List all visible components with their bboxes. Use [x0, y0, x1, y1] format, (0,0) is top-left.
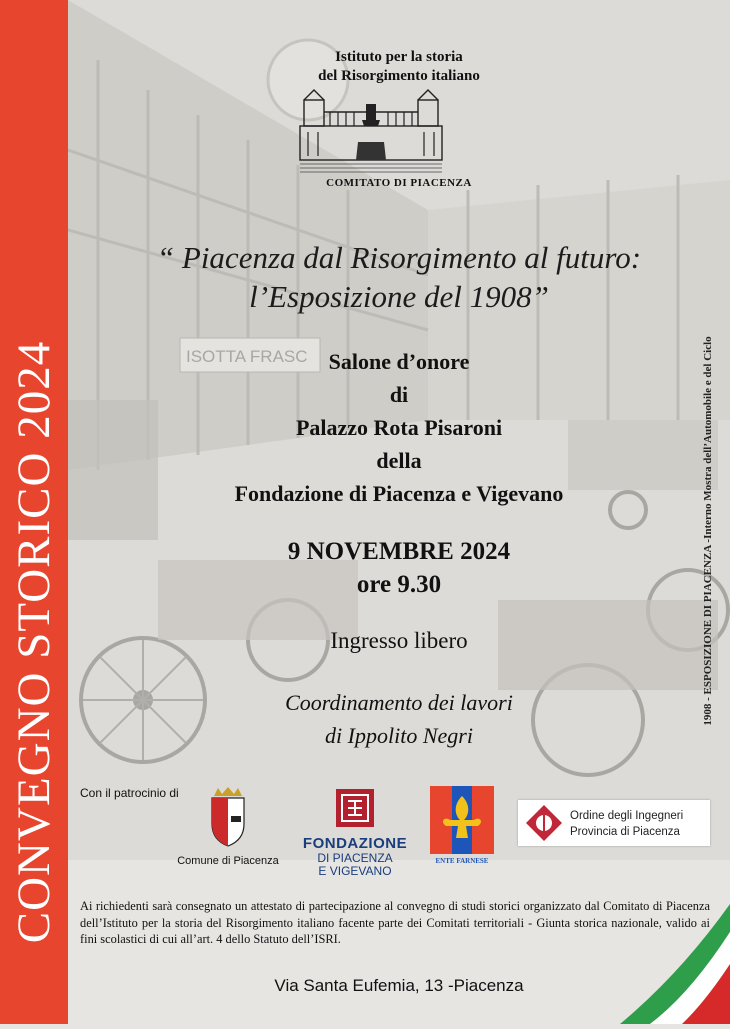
- comune-logo: [168, 786, 288, 867]
- coordination-line1: Coordinamento dei lavori: [285, 690, 513, 715]
- ordine-label-line1: Ordine degli Ingegneri: [570, 810, 684, 822]
- coordination: [68, 686, 730, 752]
- institute-name-line2: del Risorgimento italiano: [318, 68, 480, 84]
- ordine-emblem-icon: [524, 803, 564, 843]
- event-title-line1: “ Piacenza dal Risorgimento al futuro:: [156, 240, 642, 275]
- fondazione-logo: [296, 788, 414, 878]
- ordine-ingegneri-logo: [518, 800, 710, 846]
- sidebar-banner: [0, 0, 68, 1024]
- vittoriano-logo: [296, 82, 446, 177]
- venue-line: Salone d’onore: [328, 349, 470, 374]
- photo-caption: 1908 - ESPOSIZIONE DI PIACENZA -Interno Mostra dell’Automobile e del Ciclo: [702, 336, 714, 726]
- fondazione-label-line3: E VIGEVANO: [318, 864, 392, 878]
- italian-flag-ribbon: [610, 884, 730, 1024]
- address: Via Santa Eufemia, 13 -Piacenza: [274, 976, 524, 995]
- patronage-heading: Con il patrocinio di: [80, 786, 179, 800]
- event-title-line2: l’Esposizione del 1908”: [249, 279, 549, 314]
- fondazione-label-line1: FONDAZIONE: [302, 835, 408, 852]
- sign-text: ISOTTA FRASC: [186, 347, 308, 366]
- institute-name-line1: Istituto per la storia: [335, 49, 463, 65]
- certificate-disclaimer: Ai richiedenti sarà consegnato un attestato di partecipazione al convegno di studi storici organizzato dal Comitato di Piacenza dell’Istituto per la storia del Risorgimento italiano facente parte dei Comitati territoriali - Giunta storica nazionale, valido ai fini scolastici di cui all’art. 4 dello Statuto dell’ISRI.: [80, 899, 710, 946]
- venue: [68, 345, 730, 510]
- entry-info: Ingresso libero: [330, 628, 468, 653]
- event-title: [68, 238, 730, 316]
- event-date: 9 NOVEMBRE 2024: [287, 538, 511, 565]
- farnese-label: ENTE FARNESE: [435, 857, 489, 865]
- event-datetime: [68, 535, 730, 601]
- comune-label: Comune di Piacenza: [177, 855, 279, 867]
- coordination-line2: di Ippolito Negri: [325, 723, 473, 748]
- venue-line: Fondazione di Piacenza e Vigevano: [234, 481, 564, 506]
- venue-line: della: [376, 448, 422, 473]
- committee-name: COMITATO DI PIACENZA: [326, 177, 472, 189]
- comune-crest-icon: [208, 786, 248, 848]
- fondazione-label-line2: DI PIACENZA: [317, 851, 393, 865]
- ente-farnese-logo: [430, 786, 494, 866]
- event-time: ore 9.30: [356, 571, 442, 598]
- venue-line: di: [389, 382, 409, 407]
- fondazione-emblem-icon: [335, 788, 375, 828]
- venue-line: Palazzo Rota Pisaroni: [295, 415, 503, 440]
- sidebar-title: CONVEGNO STORICO 2024: [8, 340, 60, 944]
- ordine-text: [570, 808, 683, 840]
- ordine-label-line2: Provincia di Piacenza: [570, 826, 680, 838]
- institute-name: [68, 48, 730, 86]
